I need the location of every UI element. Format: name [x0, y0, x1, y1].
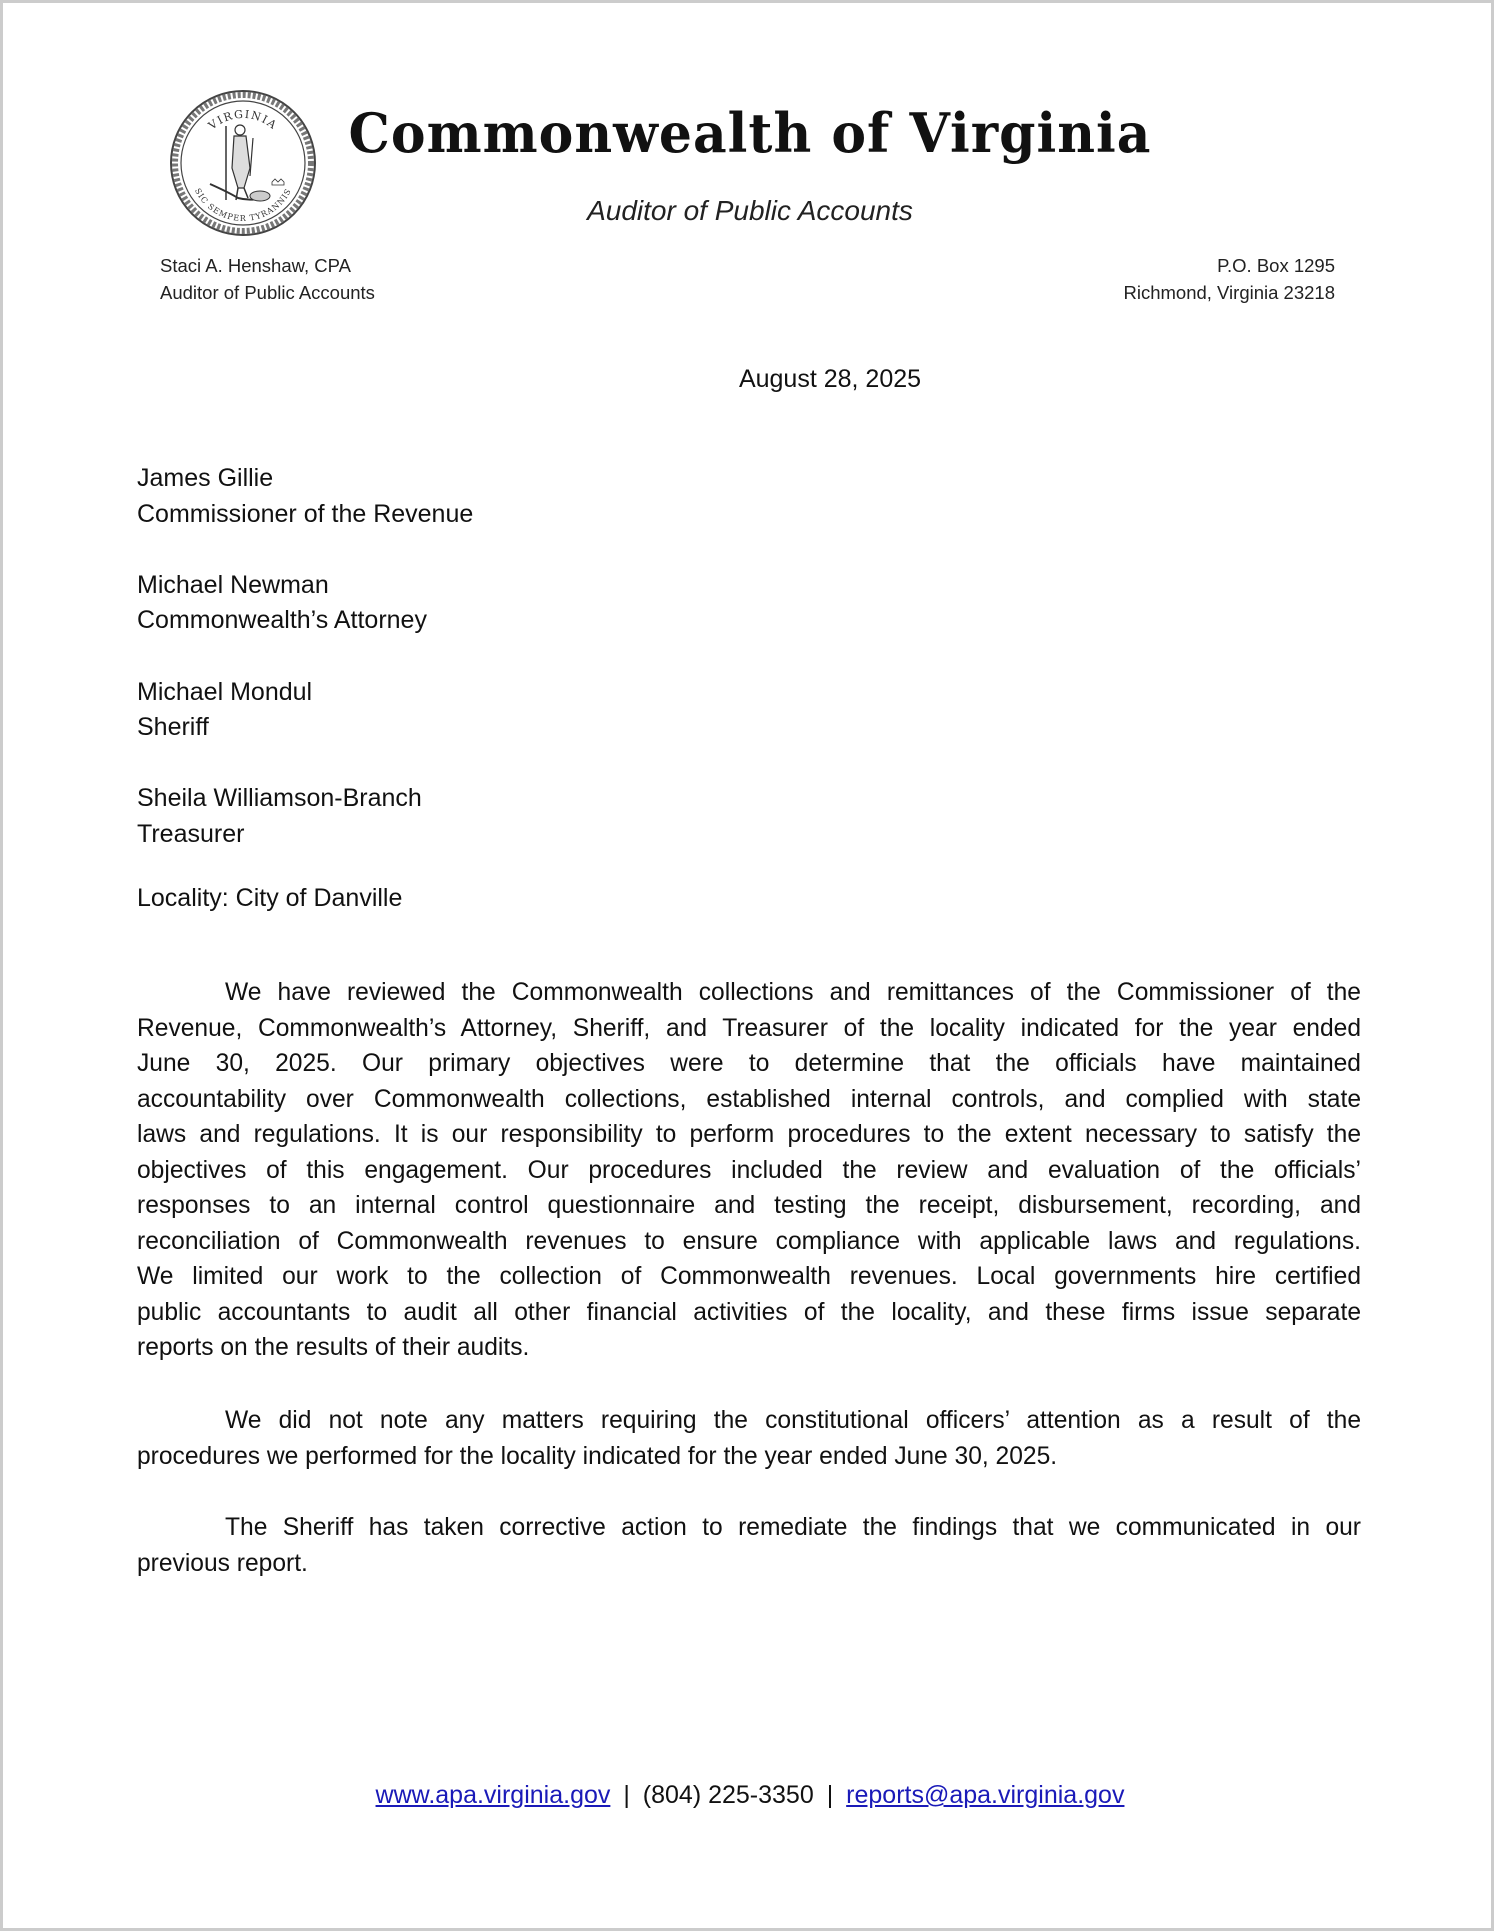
- footer-separator: |: [826, 1781, 834, 1809]
- paragraph-line: previous report.: [137, 1549, 308, 1577]
- recipient-title: Treasurer: [137, 819, 245, 848]
- paragraph-line: We did not note any matters requiring the constitutional officers’ attention as a result of the: [225, 1407, 1361, 1434]
- paragraph-line: responses to an internal control questionnaire and testing the receipt, disbursement, recording, and: [137, 1192, 1361, 1219]
- footer-contact: [3, 1781, 1494, 1810]
- letterhead-title: Commonwealth of Virginia: [348, 101, 1152, 166]
- paragraph-line: We limited our work to the collection of Commonwealth revenues. Local governments hire certified: [137, 1263, 1361, 1290]
- recipient: [137, 568, 473, 639]
- paragraph-line: objectives of this engagement. Our procedures included the review and evaluation of the officials’: [137, 1156, 1361, 1184]
- phone-number: (804) 225-3350: [642, 1781, 814, 1809]
- paragraph-line: public accountants to audit all other financial activities of the locality, and these firms issue separate: [137, 1298, 1361, 1326]
- email-link[interactable]: reports@apa.virginia.gov: [846, 1781, 1125, 1809]
- paragraph-line: accountability over Commonwealth collections, established internal controls, and complied with state: [137, 1085, 1361, 1113]
- address-line-2: Richmond, Virginia 23218: [1123, 282, 1335, 303]
- address-line-1: P.O. Box 1295: [1217, 255, 1335, 276]
- auditor-title: Auditor of Public Accounts: [160, 282, 375, 303]
- recipient: [137, 675, 473, 746]
- recipient-title: Sheriff: [137, 713, 209, 742]
- paragraph-line: reconciliation of Commonwealth revenues to ensure compliance with applicable laws and regulations.: [137, 1227, 1361, 1255]
- locality-line: Locality: City of Danville: [137, 884, 403, 912]
- paragraph-line: Revenue, Commonwealth’s Attorney, Sheriff, and Treasurer of the locality indicated for the year ended: [137, 1014, 1361, 1042]
- svg-text:SIC SEMPER TYRANNIS: SIC SEMPER TYRANNIS: [192, 186, 294, 224]
- auditor-name: Staci A. Henshaw, CPA: [160, 255, 351, 276]
- website-link[interactable]: www.apa.virginia.gov: [375, 1781, 611, 1809]
- paragraph-line: We have reviewed the Commonwealth collections and remittances of the Commissioner of the: [225, 979, 1361, 1006]
- paragraph-line: reports on the results of their audits.: [137, 1334, 530, 1361]
- letter-date: August 28, 2025: [738, 365, 922, 393]
- auditor-info: [160, 252, 375, 306]
- recipient-name: Sheila Williamson-Branch: [137, 784, 422, 813]
- recipient-name: Michael Mondul: [137, 677, 313, 706]
- recipients-list: [137, 461, 473, 888]
- body-paragraph-2: [137, 1403, 1361, 1474]
- mailing-address: [1123, 252, 1335, 306]
- footer-separator: |: [623, 1781, 630, 1809]
- paragraph-line: The Sheriff has taken corrective action to remediate the findings that we communicated in our: [225, 1514, 1361, 1541]
- body-paragraph-3: [137, 1510, 1361, 1581]
- recipient-name: Michael Newman: [137, 570, 329, 599]
- recipient: [137, 781, 473, 852]
- recipient: [137, 461, 473, 532]
- body-paragraph-1: [137, 975, 1361, 1366]
- paragraph-line: laws and regulations. It is our responsibility to perform procedures to the extent necessary to satisfy the: [137, 1121, 1361, 1148]
- paragraph-line: procedures we performed for the locality indicated for the year ended June 30, 2025.: [137, 1442, 1058, 1470]
- recipient-title: Commonwealth’s Attorney: [137, 606, 427, 635]
- letterhead-subtitle: Auditor of Public Accounts: [587, 195, 913, 226]
- recipient-title: Commissioner of the Revenue: [137, 499, 474, 528]
- recipient-name: James Gillie: [137, 464, 274, 492]
- paragraph-line: June 30, 2025. Our primary objectives were to determine that the officials have maintained: [137, 1050, 1361, 1077]
- svg-text:VIRGINIA: VIRGINIA: [206, 107, 280, 133]
